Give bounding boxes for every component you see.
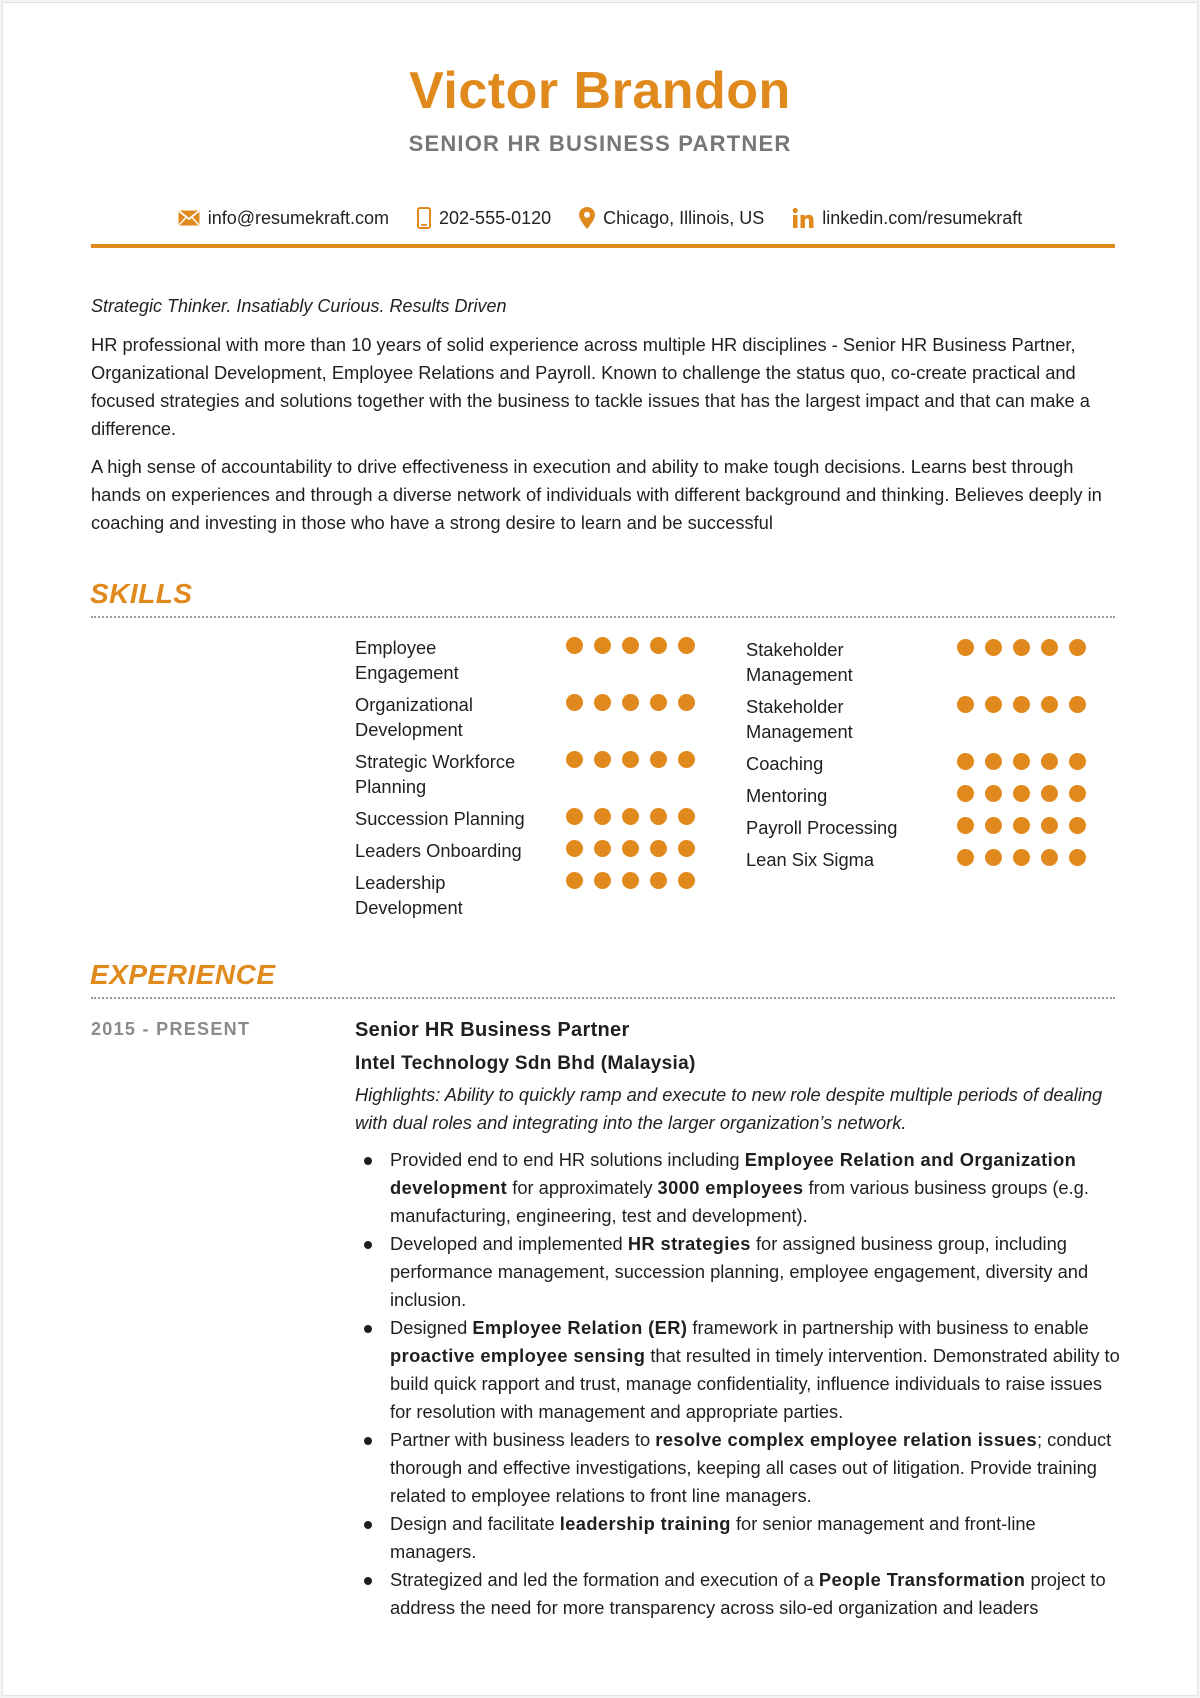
rating-dot	[1013, 817, 1030, 834]
skill-label: Coaching	[746, 753, 824, 774]
bullet-dot-icon	[364, 1325, 372, 1333]
bullet-text: Design and facilitate	[390, 1513, 560, 1534]
rating-dot	[622, 751, 639, 768]
rating-dot	[1013, 849, 1030, 866]
skill-item	[355, 870, 695, 920]
bullet-dot-icon	[364, 1157, 372, 1165]
skill-rating	[957, 783, 1086, 802]
job-bullet	[355, 1230, 1125, 1314]
skill-rating	[566, 870, 695, 889]
skill-item	[355, 838, 695, 863]
bullet-text: for assigned business group, including performance management, succession planning, employee engagement, diversity and inclusion.	[390, 1233, 1089, 1310]
summary-paragraph-1: HR professional with more than 10 years of solid experience across multiple HR disciplines - Senior HR Business Partner, Organizational Development, Employee Relations and Payroll. Known to challenge the status quo, co-create practical and focused strategies and solutions together with the business to tackle issues that has the largest impact and that can make a difference.	[91, 334, 1090, 439]
rating-dot	[957, 639, 974, 656]
rating-dot	[1041, 817, 1058, 834]
skill-label: Stakeholder Management	[746, 696, 853, 742]
skill-rating	[566, 749, 695, 768]
skills-column-left	[355, 635, 695, 920]
rating-dot	[985, 785, 1002, 802]
bullet-emphasis: resolve complex employee relation issues	[655, 1429, 1038, 1450]
rating-dot	[650, 694, 667, 711]
skill-item	[746, 694, 1086, 744]
skill-label: Leaders Onboarding	[355, 840, 522, 861]
candidate-name: Victor Brandon	[409, 62, 791, 120]
bullet-dot-icon	[364, 1577, 372, 1585]
contact-linkedin[interactable]	[792, 207, 1022, 229]
skill-rating	[957, 751, 1086, 770]
skill-item	[746, 637, 1086, 687]
contact-linkedin-text: linkedin.com/resumekraft	[822, 207, 1023, 228]
bullet-emphasis: HR strategies	[627, 1233, 751, 1254]
skill-item	[746, 783, 1086, 808]
rating-dot	[650, 872, 667, 889]
rating-dot	[1041, 696, 1058, 713]
skill-label: Stakeholder Management	[746, 639, 853, 685]
rating-dot	[985, 639, 1002, 656]
bullet-text: from various business groups (e.g. manufacturing, engineering, test and development).	[390, 1177, 1089, 1226]
bullet-text: that resulted in timely intervention. Demonstrated ability to build quick rapport and trust, manage confidentiality, influence individuals to raise issues for resolution with management and appropriate parties.	[390, 1345, 1120, 1422]
rating-dot	[1041, 639, 1058, 656]
skill-item	[746, 815, 1086, 840]
rating-dot	[957, 817, 974, 834]
skill-item	[746, 751, 1086, 776]
job-highlights: Highlights: Ability to quickly ramp and execute to new role despite multiple periods of dealing with dual roles and integrating into the larger organization’s network.	[355, 1084, 1103, 1133]
rating-dot	[678, 808, 695, 825]
rating-dot	[622, 872, 639, 889]
rating-dot	[594, 872, 611, 889]
job-bullet	[355, 1510, 1125, 1566]
experience-heading: EXPERIENCE	[90, 959, 276, 990]
phone-icon	[417, 207, 431, 229]
rating-dot	[622, 637, 639, 654]
rating-dot	[678, 751, 695, 768]
tagline: Strategic Thinker. Insatiably Curious. Results Driven	[91, 296, 507, 316]
contact-bar	[3, 203, 1197, 233]
rating-dot	[1069, 785, 1086, 802]
rating-dot	[678, 872, 695, 889]
skill-item	[355, 749, 695, 799]
bullet-text: Provided end to end HR solutions including	[390, 1149, 745, 1170]
rating-dot	[1013, 753, 1030, 770]
linkedin-icon	[792, 207, 814, 229]
rating-dot	[1069, 639, 1086, 656]
rating-dot	[594, 637, 611, 654]
bullet-text: for approximately	[507, 1177, 658, 1198]
rating-dot	[566, 751, 583, 768]
rating-dot	[985, 817, 1002, 834]
skill-label: Succession Planning	[355, 808, 525, 829]
bullet-text: Strategized and led the formation and execution of a	[390, 1569, 819, 1590]
company-name: Intel Technology Sdn Bhd (Malaysia)	[355, 1053, 696, 1074]
job-bullet	[355, 1566, 1125, 1622]
skills-divider	[91, 616, 1115, 618]
job-bullet	[355, 1146, 1125, 1230]
skill-label: Leadership Development	[355, 872, 463, 918]
job-role: SENIOR HR BUSINESS PARTNER	[408, 131, 792, 156]
skill-item	[746, 847, 1086, 872]
skill-rating	[566, 692, 695, 711]
bullet-text: Designed	[390, 1317, 473, 1338]
resume-page	[2, 2, 1198, 1696]
location-pin-icon	[579, 207, 595, 229]
skill-rating	[566, 635, 695, 654]
rating-dot	[594, 808, 611, 825]
skill-label: Payroll Processing	[746, 817, 898, 838]
bullet-text: ; conduct thorough and effective investigations, keeping all cases out of litigation. Provide training related to employee relations to front line managers.	[390, 1429, 1112, 1506]
mail-icon	[178, 210, 200, 226]
rating-dot	[566, 637, 583, 654]
rating-dot	[1069, 753, 1086, 770]
skill-rating	[957, 637, 1086, 656]
experience-divider	[91, 997, 1115, 999]
bullet-dot-icon	[364, 1437, 372, 1445]
rating-dot	[1069, 696, 1086, 713]
rating-dot	[957, 753, 974, 770]
rating-dot	[957, 849, 974, 866]
rating-dot	[566, 694, 583, 711]
contact-location[interactable]	[579, 207, 764, 229]
skill-rating	[957, 815, 1086, 834]
bullet-emphasis: 3000 employees	[657, 1177, 804, 1198]
rating-dot	[678, 637, 695, 654]
rating-dot	[650, 840, 667, 857]
rating-dot	[678, 840, 695, 857]
job-title: Senior HR Business Partner	[355, 1019, 630, 1041]
rating-dot	[594, 840, 611, 857]
contact-email-text: info@resumekraft.com	[207, 207, 390, 228]
rating-dot	[622, 694, 639, 711]
bullet-dot-icon	[364, 1241, 372, 1249]
contact-phone-text: 202-555-0120	[439, 207, 552, 228]
job-bullet-list	[355, 1146, 1125, 1622]
rating-dot	[957, 785, 974, 802]
job-bullet	[355, 1426, 1125, 1510]
rating-dot	[650, 808, 667, 825]
rating-dot	[1041, 785, 1058, 802]
rating-dot	[622, 808, 639, 825]
bullet-emphasis: Employee Relation (ER)	[472, 1317, 688, 1338]
contact-location-text: Chicago, Illinois, US	[603, 207, 765, 228]
skill-rating	[957, 847, 1086, 866]
bullet-emphasis: leadership training	[559, 1513, 731, 1534]
bullet-text: for senior management and front-line managers.	[390, 1513, 1036, 1562]
rating-dot	[650, 751, 667, 768]
job-period: 2015 - PRESENT	[91, 1019, 251, 1039]
skills-column-right	[746, 637, 1086, 872]
rating-dot	[566, 840, 583, 857]
skills-heading: SKILLS	[90, 578, 193, 609]
rating-dot	[1069, 817, 1086, 834]
rating-dot	[985, 753, 1002, 770]
skill-rating	[957, 694, 1086, 713]
header-divider	[91, 244, 1115, 248]
rating-dot	[1069, 849, 1086, 866]
rating-dot	[1013, 639, 1030, 656]
rating-dot	[622, 840, 639, 857]
skill-label: Organizational Development	[355, 694, 473, 740]
bullet-emphasis: Employee Relation and Organization development	[390, 1149, 1077, 1198]
rating-dot	[594, 694, 611, 711]
skill-label: Strategic Workforce Planning	[355, 751, 516, 797]
job-bullet	[355, 1314, 1125, 1426]
bullet-dot-icon	[364, 1521, 372, 1529]
contact-phone[interactable]	[417, 207, 551, 229]
bullet-text: Developed and implemented	[390, 1233, 628, 1254]
bullet-text: project to address the need for more transparency across silo-ed organization and leaders	[390, 1569, 1106, 1618]
rating-dot	[566, 872, 583, 889]
bullet-text: framework in partnership with business to enable	[687, 1317, 1089, 1338]
rating-dot	[1013, 785, 1030, 802]
rating-dot	[594, 751, 611, 768]
bullet-emphasis: People Transformation	[818, 1569, 1026, 1590]
rating-dot	[985, 849, 1002, 866]
rating-dot	[1041, 849, 1058, 866]
skill-rating	[566, 838, 695, 857]
summary-paragraph-2: A high sense of accountability to drive effectiveness in execution and ability to make tough decisions. Learns best through hands on experiences and through a diverse network of individuals with different background and thinking. Believes deeply in coaching and investing in those who have a strong desire to learn and be successful	[91, 456, 1102, 533]
bullet-emphasis: proactive employee sensing	[390, 1345, 646, 1366]
skill-label: Lean Six Sigma	[746, 849, 875, 870]
skill-label: Employee Engagement	[355, 637, 459, 683]
skill-item	[355, 806, 695, 831]
skill-item	[355, 692, 695, 742]
rating-dot	[566, 808, 583, 825]
rating-dot	[985, 696, 1002, 713]
skill-rating	[566, 806, 695, 825]
rating-dot	[957, 696, 974, 713]
rating-dot	[1041, 753, 1058, 770]
bullet-text: Partner with business leaders to	[390, 1429, 656, 1450]
rating-dot	[1013, 696, 1030, 713]
contact-email[interactable]	[178, 208, 389, 229]
skill-item	[355, 635, 695, 685]
rating-dot	[650, 637, 667, 654]
skill-label: Mentoring	[746, 785, 828, 806]
rating-dot	[678, 694, 695, 711]
